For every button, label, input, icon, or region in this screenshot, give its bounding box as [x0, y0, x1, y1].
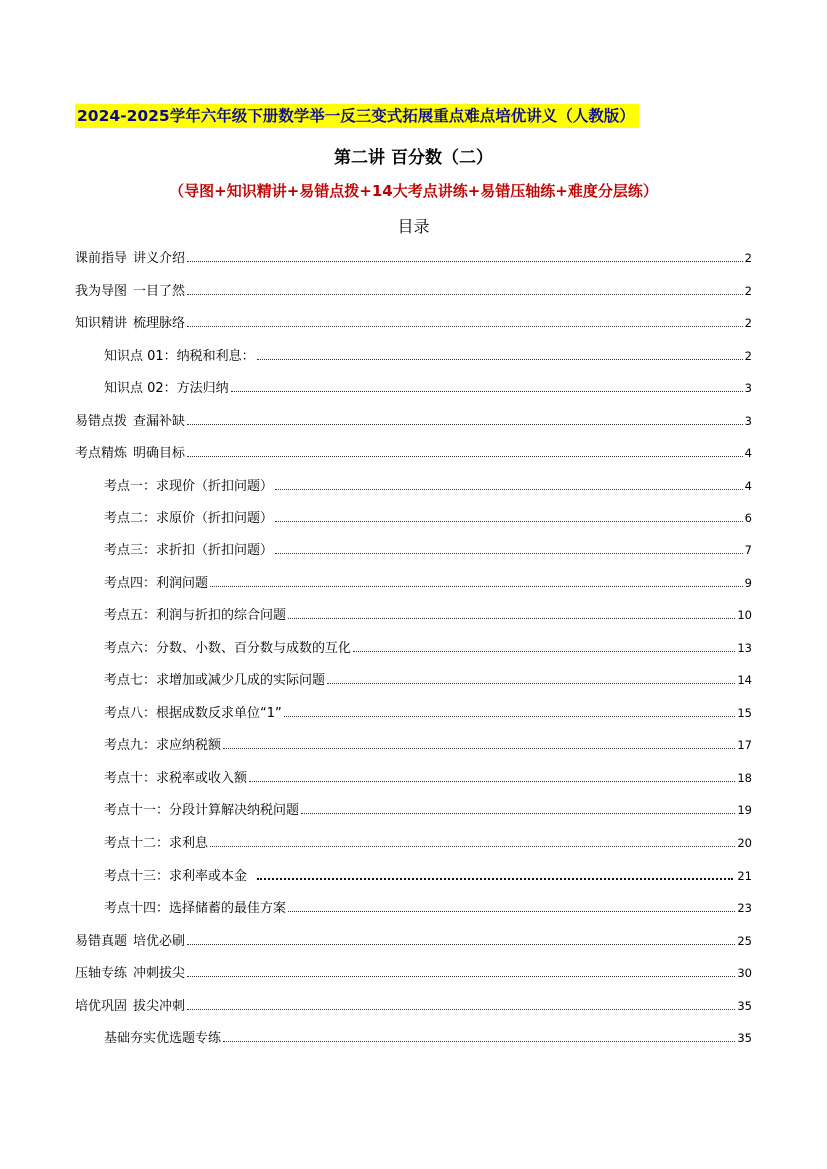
toc-page-number: 6	[744, 511, 752, 525]
toc-page-number: 2	[744, 349, 752, 363]
toc-entry[interactable]	[75, 443, 752, 463]
toc-page-number: 4	[744, 446, 752, 460]
toc-entry-label: 考点七：求增加或减少几成的实际问题	[104, 673, 326, 688]
toc-page-number: 2	[744, 251, 752, 265]
toc-page-number: 2	[744, 284, 752, 298]
toc-page-number: 30	[737, 966, 752, 980]
toc-entry[interactable]	[104, 508, 752, 528]
toc-entry-label: 培优巩固 拔尖冲刺	[75, 999, 186, 1014]
toc-leader	[249, 780, 735, 782]
toc-entry-label: 考点三：求折扣（折扣问题）	[104, 543, 274, 558]
toc-entry[interactable]	[75, 411, 752, 431]
toc-entry[interactable]	[75, 313, 752, 333]
toc-entry-label: 考点十：求税率或收入额	[104, 771, 248, 786]
toc-entry-label: 易错点拨 查漏补缺	[75, 414, 186, 429]
toc-leader	[275, 520, 743, 522]
toc-leader	[187, 1008, 735, 1010]
lecture-title: 第二讲 百分数（二）	[334, 148, 493, 168]
toc-leader	[223, 747, 735, 749]
toc-page-number: 13	[737, 641, 752, 655]
toc-page-number: 19	[737, 803, 752, 817]
toc-entry-label: 考点十二：求利息	[104, 836, 209, 851]
toc-entry[interactable]	[104, 476, 752, 496]
toc-leader	[210, 585, 743, 587]
toc-page-number: 23	[737, 901, 752, 915]
toc-entry-label: 知识点 02：方法归纳	[104, 381, 229, 396]
toc-entry-label: 考点十一：分段计算解决纳税问题	[104, 803, 300, 818]
toc-entry[interactable]	[75, 281, 752, 301]
toc-entry[interactable]	[104, 378, 752, 398]
toc-leader	[353, 650, 735, 652]
toc-entry-label: 考点六：分数、小数、百分数与成数的互化	[104, 641, 352, 656]
toc-entry[interactable]	[104, 346, 752, 366]
toc-entry[interactable]	[75, 931, 752, 951]
toc-entry-label: 考点精炼 明确目标	[75, 446, 186, 461]
toc-page-number: 21	[737, 869, 752, 883]
toc-page-number: 17	[737, 738, 752, 752]
toc-entry-label: 考点一：求现价（折扣问题）	[104, 479, 274, 494]
toc-entry[interactable]	[104, 1028, 752, 1048]
toc-leader	[284, 715, 736, 717]
toc-entry-label: 考点二：求原价（折扣问题）	[104, 511, 274, 526]
toc-leader	[288, 617, 735, 619]
toc-entry-label: 知识点 01：纳税和利息：	[104, 349, 255, 364]
toc-entry-label: 考点十四：选择储蓄的最佳方案	[104, 901, 287, 916]
toc-page-number: 15	[737, 706, 752, 720]
toc-leader	[231, 390, 743, 392]
toc-entry-label: 考点十三：求利率或本金	[104, 869, 248, 884]
toc-page-number: 35	[737, 999, 752, 1013]
toc-leader	[187, 325, 743, 327]
toc-entry[interactable]	[104, 703, 752, 723]
toc-entry[interactable]	[104, 735, 752, 755]
toc-entry[interactable]	[104, 800, 752, 820]
toc-entry[interactable]	[104, 898, 752, 918]
toc-entry-label: 易错真题 培优必刷	[75, 934, 186, 949]
toc-leader	[301, 812, 735, 814]
toc-leader	[187, 423, 743, 425]
toc-page-number: 3	[744, 381, 752, 395]
toc-entry-label: 考点九：求应纳税额	[104, 738, 222, 753]
toc-entry-label: 考点八：根据成数反求单位“1”	[104, 706, 282, 721]
toc-page-number: 35	[737, 1031, 752, 1045]
toc-page-number: 2	[744, 316, 752, 330]
toc-entry-label: 基础夯实优选题专练	[104, 1031, 222, 1046]
lecture-subtitle: （导图+知识精讲+易错点拨+14大考点讲练+易错压轴练+难度分层练）	[169, 182, 658, 200]
toc-entry[interactable]	[104, 540, 752, 560]
toc-leader	[275, 488, 743, 490]
toc-page-number: 18	[737, 771, 752, 785]
toc-page-number: 7	[744, 543, 752, 557]
toc-page-number: 20	[737, 836, 752, 850]
toc-leader	[210, 845, 735, 847]
toc-heading: 目录	[397, 217, 430, 236]
toc-entry[interactable]	[75, 963, 752, 983]
toc-entry-label: 考点五：利润与折扣的综合问题	[104, 608, 287, 623]
toc-entry-label: 知识精讲 梳理脉络	[75, 316, 186, 331]
toc-leader	[257, 877, 733, 880]
toc-leader	[187, 455, 743, 457]
toc-entry-label: 压轴专练 冲刺拔尖	[75, 966, 186, 981]
toc-page-number: 9	[744, 576, 752, 590]
toc-leader	[187, 293, 743, 295]
toc-entry[interactable]	[104, 768, 752, 788]
toc-entry[interactable]	[75, 996, 752, 1016]
document-banner: 2024-2025学年六年级下册数学举一反三变式拓展重点难点培优讲义（人教版）	[75, 104, 639, 128]
toc-leader	[223, 1040, 735, 1042]
toc-entry[interactable]	[104, 670, 752, 690]
toc-leader	[288, 910, 735, 912]
toc-page-number: 3	[744, 414, 752, 428]
toc-entry[interactable]	[104, 866, 752, 886]
toc-leader	[187, 260, 743, 262]
toc-page-number: 10	[737, 608, 752, 622]
toc-entry[interactable]	[75, 248, 752, 268]
toc-leader	[187, 975, 735, 977]
toc-entry-label: 课前指导 讲义介绍	[75, 251, 186, 266]
toc-entry[interactable]	[104, 833, 752, 853]
toc-entry-label: 考点四：利润问题	[104, 576, 209, 591]
toc-entry[interactable]	[104, 573, 752, 593]
toc-leader	[327, 682, 735, 684]
toc-page-number: 4	[744, 479, 752, 493]
toc-page-number: 25	[737, 934, 752, 948]
toc-entry[interactable]	[104, 638, 752, 658]
toc-page-number: 14	[737, 673, 752, 687]
toc-leader	[257, 358, 743, 360]
toc-entry[interactable]	[104, 605, 752, 625]
toc-entry-label: 我为导图 一目了然	[75, 284, 186, 299]
toc-leader	[187, 943, 735, 945]
toc-leader	[275, 552, 743, 554]
